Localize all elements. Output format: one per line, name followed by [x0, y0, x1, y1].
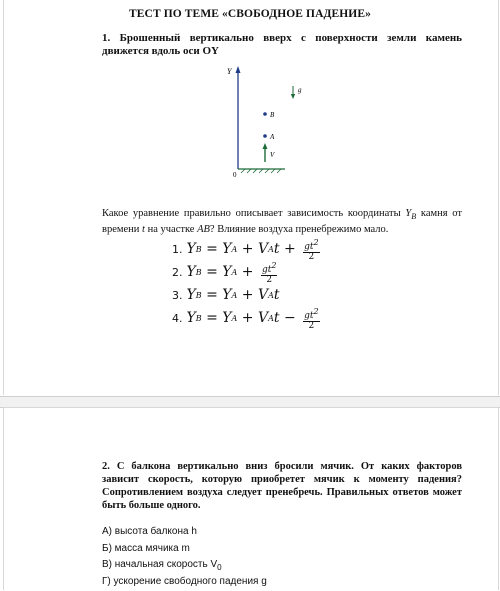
velocity-arrowhead: [263, 143, 268, 149]
option-1[interactable]: 1. Y B = Y A + V A t + $\frac{gt^2}{2}$: [172, 238, 320, 261]
g-label: g: [298, 86, 302, 94]
ground-hatching: [241, 169, 281, 173]
answer-b[interactable]: Б) масса мячика m: [102, 542, 267, 559]
option-4[interactable]: 4. Y B = Y A + V A t − $\frac{gt^2}{2}$: [172, 307, 320, 330]
point-a: [263, 134, 267, 138]
y-axis-arrowhead: [236, 66, 241, 73]
option-3[interactable]: 3. Y B = Y A + V A t: [172, 284, 320, 307]
point-b: [263, 112, 267, 116]
point-a-label: A: [269, 133, 275, 141]
answer-a[interactable]: А) высота балкона h: [102, 525, 267, 542]
free-fall-diagram: [225, 62, 295, 177]
question-2-text: 2. С балкона вертикально вниз бросили мячик. От каких факторов зависит скорость, которую приобретет мячик к моменту падения? Сопротивлением воздуха следует пренебречь. Правильных ответов может быть больше одного.: [102, 460, 462, 512]
point-b-label: B: [270, 111, 275, 119]
question-1-prompt: Какое уравнение правильно описывает зависимость координаты $Y_B$ камня от времени t на участке AB? Влияние воздуха пренебрежимо мало.: [102, 207, 462, 236]
y-axis-label: Y: [227, 67, 233, 76]
fraction: $\frac{gt^2}{2}$: [303, 307, 319, 331]
velocity-label: V: [270, 151, 275, 159]
answer-c[interactable]: В) начальная скорость $V_0$: [102, 558, 267, 575]
answer-d[interactable]: Г) ускорение свободного падения g: [102, 575, 267, 591]
question-2-answers: [102, 525, 267, 591]
question-1-text: 1. Брошенный вертикально вверх с поверхности земли камень движется вдоль оси OY: [102, 32, 462, 58]
page-1: [3, 0, 499, 395]
origin-label: 0: [233, 171, 237, 179]
fraction: $\frac{gt^2}{2}$: [303, 238, 319, 262]
option-2[interactable]: 2. Y B = Y A + $\frac{gt^2}{2}$: [172, 261, 320, 284]
page-title: ТЕСТ ПО ТЕМЕ «СВОБОДНОЕ ПАДЕНИЕ»: [0, 8, 500, 20]
g-arrowhead: [291, 94, 295, 99]
answer-options: [172, 238, 320, 330]
fraction: $\frac{gt^2}{2}$: [261, 261, 277, 285]
